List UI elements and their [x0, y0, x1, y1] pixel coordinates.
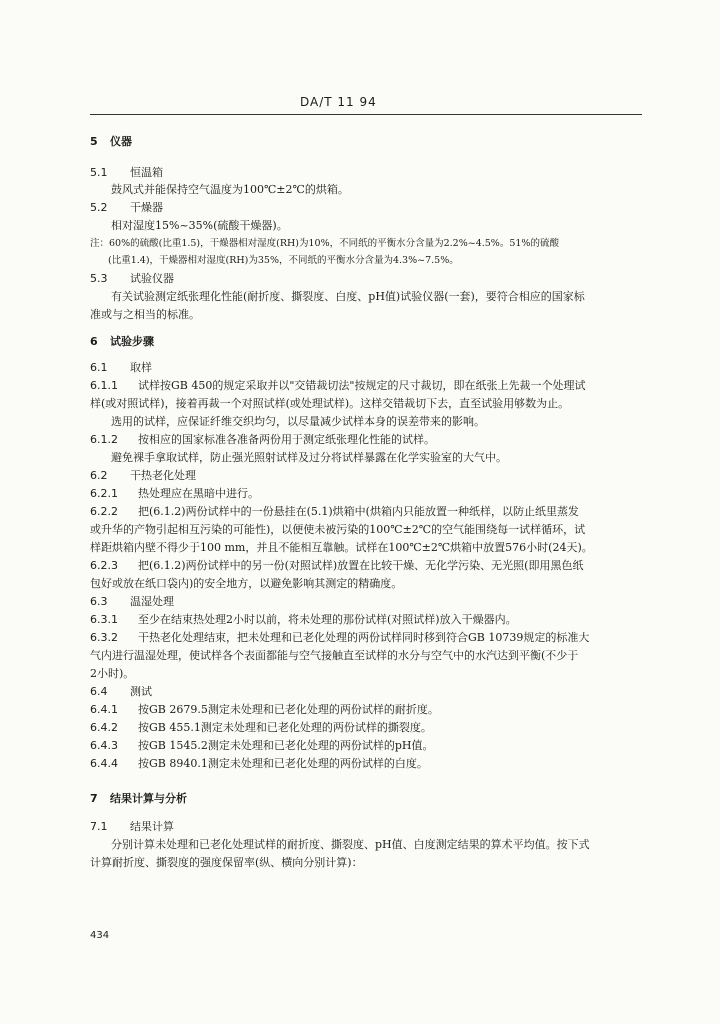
paragraph-line: 鼓风式并能保持空气温度为100℃±2℃的烘箱。: [111, 183, 349, 196]
section-heading: 5 仪器: [90, 135, 132, 148]
subsection-heading: 5.3 试验仪器: [90, 272, 174, 285]
clause-line: 6.2.1 热处理应在黑暗中进行。: [90, 487, 259, 500]
subsection-heading: 5.2 干燥器: [90, 201, 163, 214]
section-heading: 7 结果计算与分析: [90, 792, 187, 805]
paragraph-line: 有关试验测定纸张理化性能(耐折度、撕裂度、白度、pH值)试验仪器(一套)，要符合相应的国家标: [111, 290, 585, 303]
clause-line: 6.1.2 按相应的国家标准各准备两份用于测定纸张理化性能的试样。: [90, 433, 435, 446]
clause-line: 6.3.1 至少在结束热处理2小时以前，将未处理的那份试样(对照试样)放入干燥器内。: [90, 613, 517, 626]
subsection-heading: 6.1 取样: [90, 361, 152, 374]
clause-line: 6.4.4 按GB 8940.1测定未处理和已老化处理的两份试样的白度。: [90, 757, 428, 770]
page-number: 434: [90, 930, 110, 941]
paragraph-line: 选用的试样，应保证纤维交织均匀，以尽量减少试样本身的误差带来的影响。: [111, 415, 485, 428]
section-heading: 6 试验步骤: [90, 335, 154, 348]
note-line: (比重1.4)，干燥器相对湿度(RH)为35%，不同纸的平衡水分含量为4.3%~7.5%。: [108, 255, 459, 266]
paragraph-line: 准或与之相当的标准。: [90, 308, 200, 321]
clause-line: 6.1.1 试样按GB 450的规定采取并以"交错裁切法"按规定的尺寸裁切，即在纸张上先裁一个处理试: [90, 379, 586, 392]
paragraph-line: 相对湿度15%~35%(硫酸干燥器)。: [111, 219, 288, 232]
paragraph-line: 气内进行温湿处理，使试样各个表面都能与空气接触直至试样的水分与空气中的水汽达到平衡(不少于: [90, 649, 579, 662]
subsection-heading: 6.4 测试: [90, 685, 152, 698]
subsection-heading: 6.2 干热老化处理: [90, 469, 196, 482]
paragraph-line: 或升华的产物引起相互污染的可能性)，以便使未被污染的100℃±2℃的空气能围绕每一试样循环，试: [90, 523, 586, 536]
paragraph-line: 包好或放在纸口袋内)的安全地方，以避免影响其测定的精确度。: [90, 577, 403, 590]
clause-line: 6.3.2 干热老化处理结束，把未处理和已老化处理的两份试样同时移到符合GB 10739规定的标准大: [90, 631, 590, 644]
clause-line: 6.4.1 按GB 2679.5测定未处理和已老化处理的两份试样的耐折度。: [90, 703, 439, 716]
paragraph-line: 计算耐折度、撕裂度的强度保留率(纵、横向分别计算)：: [90, 856, 363, 869]
subsection-heading: 5.1 恒温箱: [90, 166, 163, 179]
paragraph-line: 样距烘箱内壁不得少于100 mm，并且不能相互靠触。试样在100℃±2℃烘箱中放置576小时(24天)。: [90, 541, 593, 554]
paragraph-line: 样(或对照试样)，接着再裁一个对照试样(或处理试样)。这样交错裁切下去，直至试验用够数为止。: [90, 397, 570, 410]
paragraph-line: 2小时)。: [90, 667, 135, 680]
clause-line: 6.4.2 按GB 455.1测定未处理和已老化处理的两份试样的撕裂度。: [90, 721, 432, 734]
paragraph-line: 分别计算未处理和已老化处理试样的耐折度、撕裂度、pH值、白度测定结果的算术平均值。按下式: [111, 838, 590, 851]
header-rule: [90, 114, 642, 115]
note-line: 注：60%的硫酸(比重1.5)，干燥器相对湿度(RH)为10%，不同纸的平衡水分含量为2.2%~4.5%。51%的硫酸: [90, 238, 559, 249]
page-header: DA/T 11 94: [300, 95, 377, 109]
clause-line: 6.4.3 按GB 1545.2测定未处理和已老化处理的两份试样的pH值。: [90, 739, 434, 752]
paragraph-line: 避免裸手拿取试样，防止强光照射试样及过分将试样暴露在化学实验室的大气中。: [111, 451, 507, 464]
clause-line: 6.2.3 把(6.1.2)两份试样中的另一份(对照试样)放置在比较干燥、无化学污染、无光照(即用黑色纸: [90, 559, 584, 572]
subsection-heading: 6.3 温湿处理: [90, 595, 174, 608]
clause-line: 6.2.2 把(6.1.2)两份试样中的一份悬挂在(5.1)烘箱中(烘箱内只能放置一种纸样，以防止纸里蒸发: [90, 505, 579, 518]
subsection-heading: 7.1 结果计算: [90, 820, 174, 833]
